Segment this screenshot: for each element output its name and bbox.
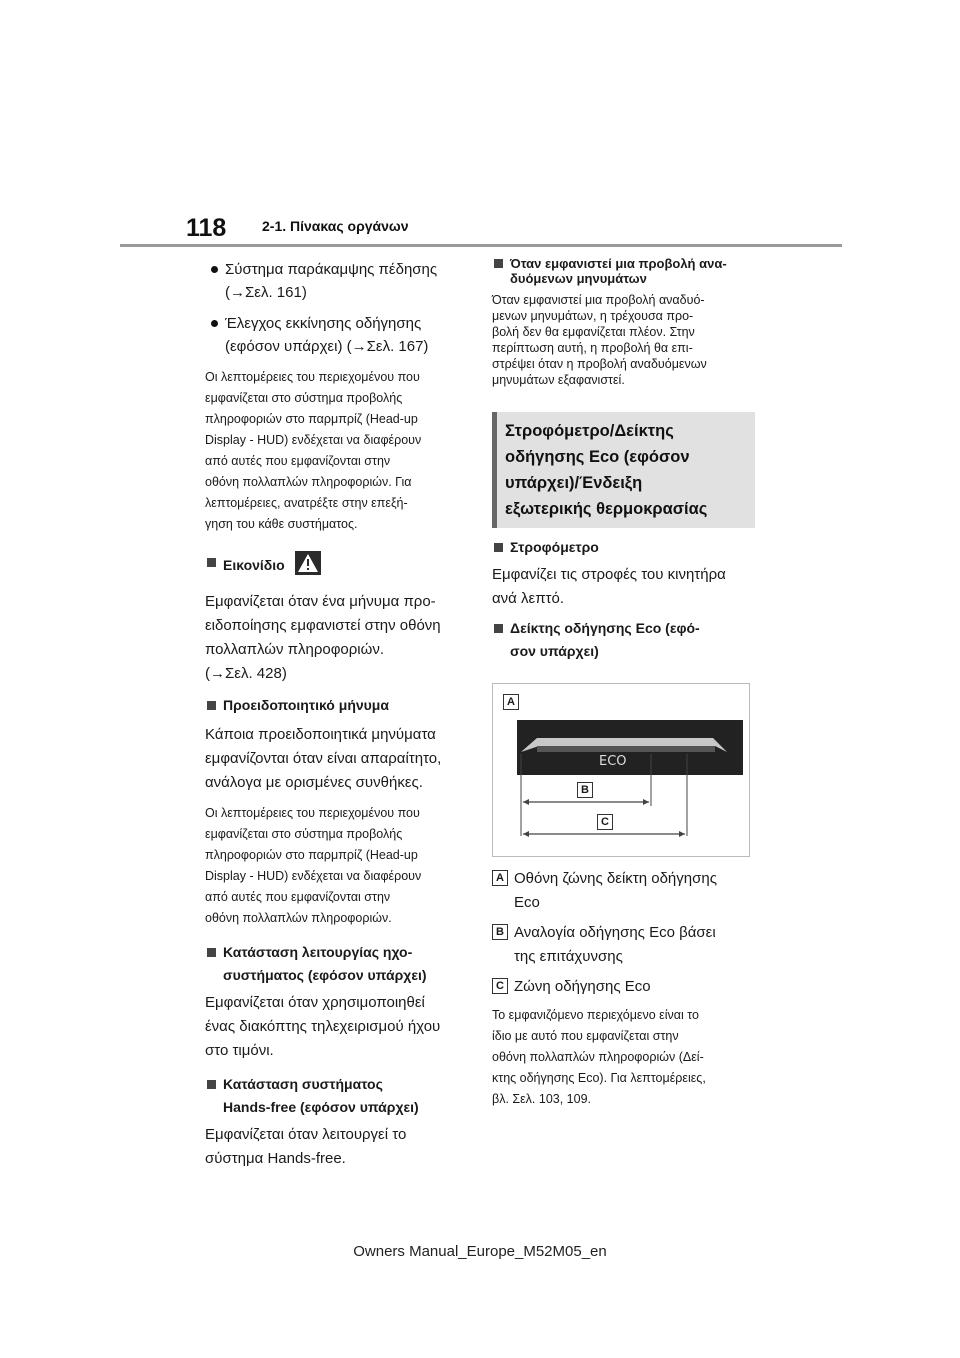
note-line: εμφανίζεται στο σύστημα προβολής bbox=[205, 827, 403, 841]
eco-indicator-diagram bbox=[492, 683, 750, 857]
bullet-ref: (εφόσον υπάρχει) (→Σελ. 167) bbox=[225, 338, 429, 355]
handsfree-heading bbox=[205, 1073, 470, 1119]
para-line: ειδοποίησης εμφανιστεί στην οθόνη bbox=[205, 617, 441, 634]
heading-line: Hands-free (εφόσον υπάρχει) bbox=[223, 1099, 419, 1115]
left-column bbox=[205, 258, 470, 1171]
heading-line: υπάρχει)/Ένδειξη bbox=[505, 474, 643, 492]
warning-message-text bbox=[205, 723, 470, 795]
heading-line: Όταν εμφανιστεί μια προβολή ανα- bbox=[510, 256, 727, 271]
handsfree-text bbox=[205, 1123, 470, 1171]
page-number: 118 bbox=[186, 214, 227, 242]
note-line: λεπτομέρειες, ανατρέξτε στην επεξή- bbox=[205, 496, 408, 510]
legend-text: Αναλογία οδήγησης Eco βάσει bbox=[514, 924, 716, 941]
diagram-label-b: B bbox=[577, 782, 593, 798]
bullet-brake-override bbox=[205, 258, 470, 304]
voice-system-text bbox=[205, 991, 470, 1063]
legend-item-b bbox=[492, 921, 754, 969]
note-line: κτης οδήγησης Eco). Για λεπτομέρειες, bbox=[492, 1071, 706, 1085]
note-line: από αυτές που εμφανίζονται στην bbox=[205, 890, 391, 904]
legend-key: C bbox=[492, 978, 508, 994]
note-line: οθόνη πολλαπλών πληροφοριών. Για bbox=[205, 475, 412, 489]
eco-display-illustration bbox=[493, 684, 749, 856]
eco-text: ECO bbox=[599, 754, 627, 769]
tachometer-heading: Στροφόμετρο bbox=[492, 536, 754, 559]
para-line: Όταν εμφανιστεί μια προβολή αναδυό- bbox=[492, 293, 705, 307]
legend-key: A bbox=[492, 870, 508, 886]
para-line: Κάποια προειδοποιητικά μηνύματα bbox=[205, 726, 436, 743]
para-line: εμφανίζονται όταν είναι απαραίτητο, bbox=[205, 750, 442, 767]
section-heading-box bbox=[492, 412, 755, 528]
para-line: μηνυμάτων εξαφανιστεί. bbox=[492, 373, 625, 387]
legend-text: Eco bbox=[514, 894, 540, 911]
note-line: Display - HUD) ενδέχεται να διαφέρουν bbox=[205, 869, 422, 883]
para-line: Εμφανίζεται όταν λειτουργεί το bbox=[205, 1126, 407, 1143]
para-line: Εμφανίζεται όταν χρησιμοποιηθεί bbox=[205, 994, 425, 1011]
note-line: Οι λεπτομέρειες του περιεχομένου που bbox=[205, 370, 420, 384]
popup-heading bbox=[492, 256, 754, 286]
warning-triangle-icon bbox=[295, 551, 321, 582]
heading-line: οδήγησης Eco (εφόσον bbox=[505, 448, 690, 466]
para-line: (→Σελ. 428) bbox=[205, 665, 287, 682]
eco-indicator-heading bbox=[492, 617, 754, 663]
section-title: 2-1. Πίνακας οργάνων bbox=[262, 218, 409, 234]
para-line: στο τιμόνι. bbox=[205, 1042, 274, 1059]
legend-key: B bbox=[492, 924, 508, 940]
icon-heading-text: Εικονίδιο bbox=[223, 557, 285, 574]
note-line: πληροφοριών στο παρμπρίζ (Head-up bbox=[205, 848, 418, 862]
para-line: πολλαπλών πληροφοριών. bbox=[205, 641, 385, 658]
bullet-text: Έλεγχος εκκίνησης οδήγησης bbox=[225, 315, 422, 332]
hud-note-1 bbox=[205, 367, 470, 535]
diagram-legend bbox=[492, 867, 754, 999]
note-line: ίδιο με αυτό που εμφανίζεται στην bbox=[492, 1029, 679, 1043]
para-line: σύστημα Hands-free. bbox=[205, 1150, 346, 1167]
icon-heading bbox=[205, 551, 470, 582]
note-line: βλ. Σελ. 103, 109. bbox=[492, 1092, 592, 1106]
diagram-label-c: C bbox=[597, 814, 613, 830]
note-line: γηση του κάθε συστήματος. bbox=[205, 517, 358, 531]
heading-line: εξωτερικής θερμοκρασίας bbox=[505, 500, 708, 518]
note-line: Το εμφανιζόμενο περιεχόμενο είναι το bbox=[492, 1008, 699, 1022]
note-line: Οι λεπτομέρειες του περιεχομένου που bbox=[205, 806, 420, 820]
arrow-head bbox=[523, 799, 529, 805]
page-footer: Owners Manual_Europe_M52M05_en bbox=[353, 1243, 607, 1260]
eco-bar-track bbox=[537, 746, 715, 752]
heading-line: Στροφόμετρο/Δείκτης bbox=[505, 422, 674, 440]
para-line: μενων μηνυμάτων, η τρέχουσα προ- bbox=[492, 309, 694, 323]
bullet-ref: (→Σελ. 161) bbox=[225, 284, 307, 301]
bullet-text: Σύστημα παράκαμψης πέδησης bbox=[225, 261, 438, 278]
heading-line: Κατάσταση συστήματος bbox=[223, 1076, 383, 1092]
heading-line: δυόμενων μηνυμάτων bbox=[510, 271, 647, 286]
closing-note bbox=[492, 1005, 754, 1110]
note-line: πληροφοριών στο παρμπρίζ (Head-up bbox=[205, 412, 418, 426]
para-line: περίπτωση αυτή, η προβολή θα επι- bbox=[492, 341, 693, 355]
note-line: εμφανίζεται στο σύστημα προβολής bbox=[205, 391, 403, 405]
heading-line: Κατάσταση λειτουργίας ηχο- bbox=[223, 944, 413, 960]
note-line: οθόνη πολλαπλών πληροφοριών (Δεί- bbox=[492, 1050, 704, 1064]
para-line: στρέψει όταν η προβολή αναδυόμενων bbox=[492, 357, 707, 371]
para-line: βολή δεν θα εμφανίζεται πλέον. Στην bbox=[492, 325, 695, 339]
hud-note-2 bbox=[205, 803, 470, 929]
arrow-head bbox=[523, 831, 529, 837]
popup-text bbox=[492, 292, 754, 388]
arrow-head bbox=[679, 831, 685, 837]
legend-item-a bbox=[492, 867, 754, 915]
para-line: ανά λεπτό. bbox=[492, 590, 564, 607]
legend-text: Οθόνη ζώνης δείκτη οδήγησης bbox=[514, 870, 717, 887]
heading-line: Δείκτης οδήγησης Eco (εφό- bbox=[510, 620, 700, 636]
icon-description bbox=[205, 590, 470, 686]
tachometer-text bbox=[492, 563, 754, 611]
para-line: ανάλογα με ορισμένες συνθήκες. bbox=[205, 774, 423, 791]
para-line: Εμφανίζεται όταν ένα μήνυμα προ- bbox=[205, 593, 436, 610]
note-line: από αυτές που εμφανίζονται στην bbox=[205, 454, 391, 468]
bullet-drive-start-control bbox=[205, 312, 470, 358]
legend-item-c bbox=[492, 975, 754, 999]
heading-line: σον υπάρχει) bbox=[510, 643, 599, 659]
para-line: ένας διακόπτης τηλεχειρισμού ήχου bbox=[205, 1018, 441, 1035]
warning-message-heading: Προειδοποιητικό μήνυμα bbox=[205, 694, 470, 717]
right-column bbox=[492, 256, 754, 1110]
legend-text: Ζώνη οδήγησης Eco bbox=[514, 978, 651, 995]
note-line: Display - HUD) ενδέχεται να διαφέρουν bbox=[205, 433, 422, 447]
voice-system-heading bbox=[205, 941, 470, 987]
heading-line: συστήματος (εφόσον υπάρχει) bbox=[223, 967, 427, 983]
diagram-label-a: A bbox=[503, 694, 519, 710]
arrow-head bbox=[643, 799, 649, 805]
legend-text: της επιτάχυνσης bbox=[514, 948, 623, 965]
note-line: οθόνη πολλαπλών πληροφοριών. bbox=[205, 911, 392, 925]
header-divider bbox=[120, 244, 842, 247]
para-line: Εμφανίζει τις στροφές του κινητήρα bbox=[492, 566, 726, 583]
